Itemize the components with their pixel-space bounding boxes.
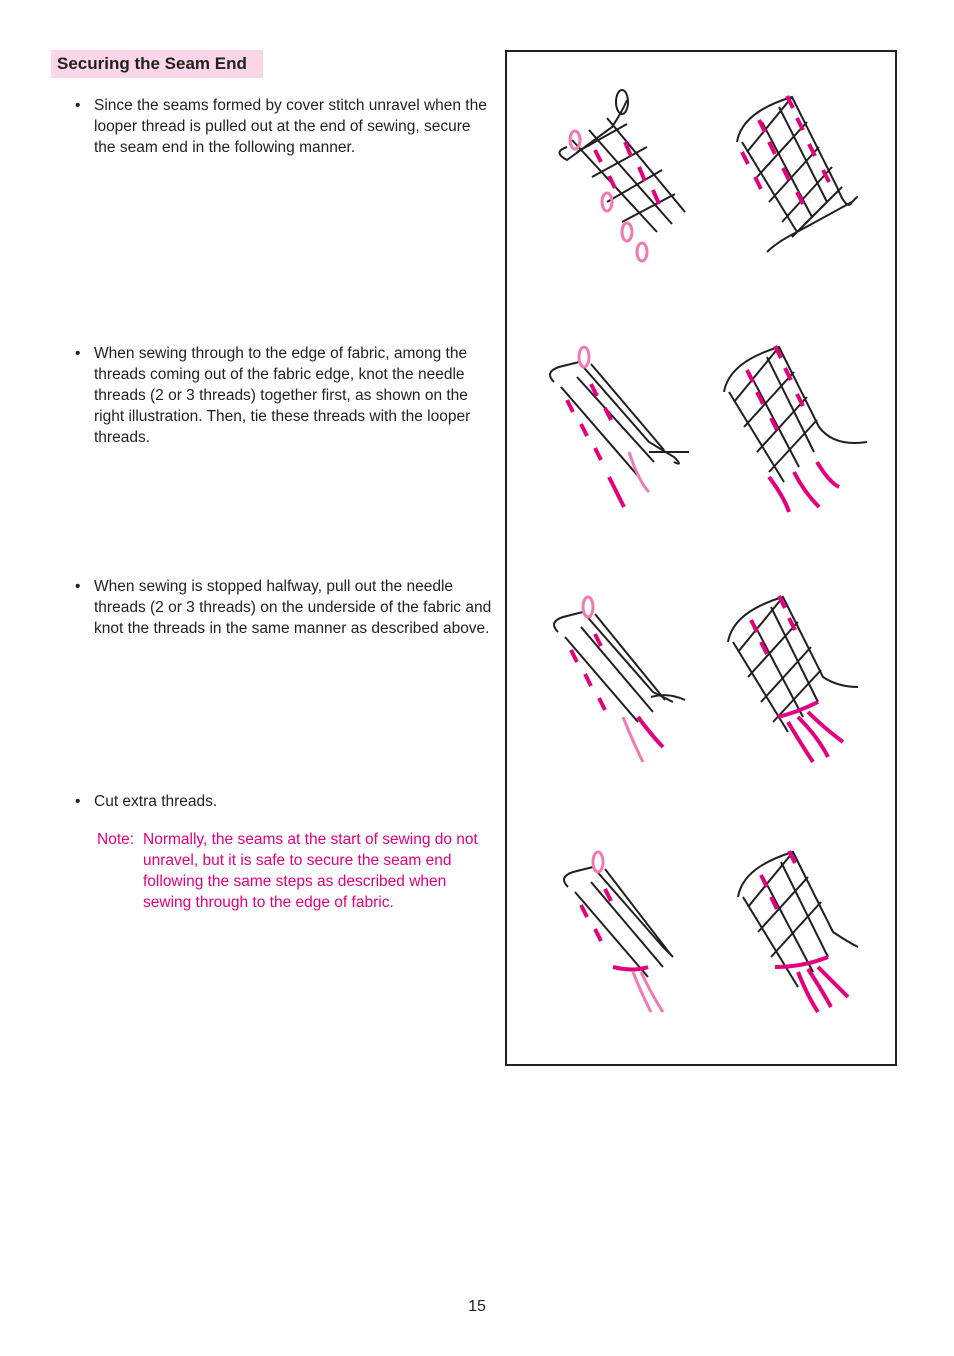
cover-stitch-illustration — [737, 96, 857, 252]
illustration-row-3 — [554, 596, 858, 762]
cover-stitch-illustration — [724, 346, 867, 512]
chain-stitch-illustration — [550, 347, 689, 507]
section-heading: Securing the Seam End — [51, 50, 263, 78]
note-text: Normally, the seams at the start of sewing do not unravel, but it is safe to secure the seam end following the same steps as described when sewing through to the edge of fabric. — [143, 831, 478, 911]
chain-stitch-illustration — [554, 597, 685, 762]
illustration-row-4 — [564, 851, 858, 1012]
cover-stitch-illustration — [728, 596, 858, 762]
seam-illustrations — [507, 52, 895, 1064]
bullet: • — [75, 578, 81, 595]
page-number: 15 — [468, 1298, 486, 1315]
illustration-row-1 — [560, 90, 858, 261]
illustration-panel — [505, 50, 897, 1066]
step-2-text: When sewing through to the edge of fabric, among the threads coming out of the fabric edge, knot the needle threads (2 or 3 threads) together first, as shown on the right illustration. Then, tie these threads with the looper threads. — [94, 345, 471, 446]
bullet: • — [75, 97, 81, 114]
chain-stitch-illustration — [560, 90, 686, 261]
illustration-row-2 — [550, 346, 867, 512]
note-label: Note: — [97, 831, 135, 848]
step-1-text: Since the seams formed by cover stitch unravel when the looper thread is pulled out at the end of sewing, secure the seam end in the following manner. — [94, 97, 487, 156]
chain-stitch-illustration — [564, 852, 673, 1012]
bullet: • — [75, 345, 81, 362]
bullet: • — [75, 793, 81, 810]
cover-stitch-illustration — [738, 851, 858, 1012]
step-4-text: Cut extra threads. — [94, 793, 218, 810]
step-3-text: When sewing is stopped halfway, pull out the needle threads (2 or 3 threads) on the underside of the fabric and knot the threads in the same manner as described above. — [94, 578, 492, 637]
